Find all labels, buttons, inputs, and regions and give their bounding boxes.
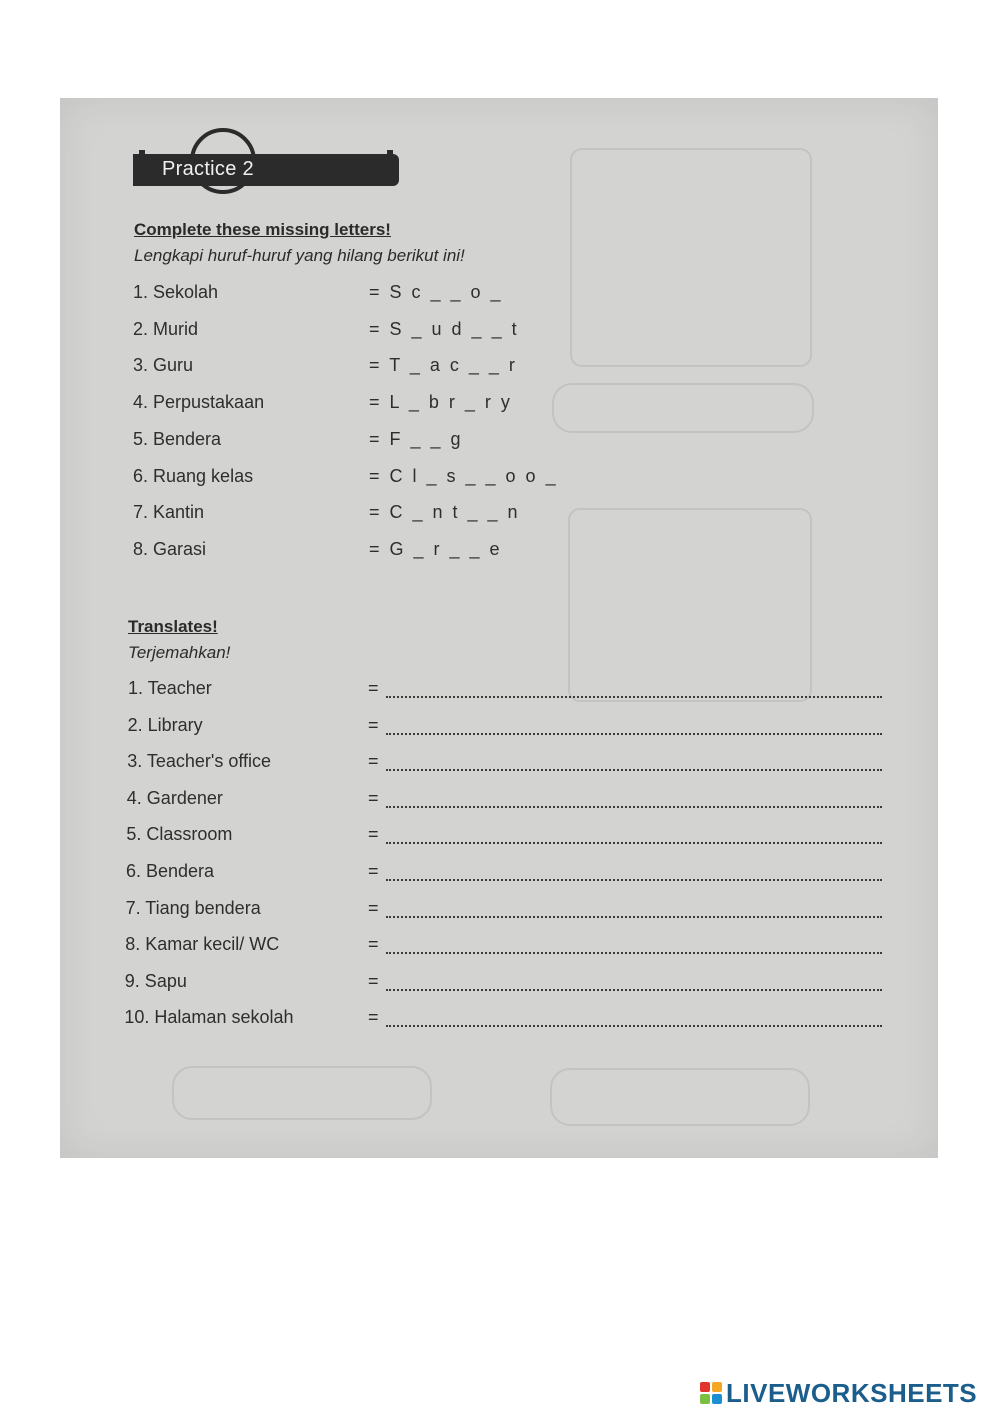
answer-pattern[interactable]: = L _ b r _ r y bbox=[369, 392, 513, 413]
translate-row bbox=[127, 788, 887, 816]
answer-pattern[interactable]: = F _ _ g bbox=[369, 428, 464, 449]
translate-row bbox=[126, 824, 886, 852]
question-word: 4. Gardener bbox=[126, 787, 223, 808]
answer-blank-input[interactable] bbox=[386, 879, 882, 881]
question-word: 5. Classroom bbox=[126, 824, 233, 845]
translate-row bbox=[126, 861, 886, 889]
question-word: 2. Library bbox=[127, 714, 203, 735]
translate-row bbox=[125, 934, 885, 962]
equals-sign: = bbox=[367, 970, 379, 991]
equals-sign: = bbox=[368, 678, 379, 698]
equals-sign: = bbox=[367, 787, 379, 808]
question-word: 9. Sapu bbox=[124, 970, 187, 991]
answer-blank-input[interactable] bbox=[386, 696, 882, 698]
translate-row bbox=[127, 751, 887, 779]
faded-label-box bbox=[172, 1066, 432, 1120]
missing-letters-row bbox=[133, 539, 533, 567]
question-word: 5. Bendera bbox=[133, 428, 222, 449]
missing-letters-row bbox=[133, 282, 533, 310]
answer-blank-input[interactable] bbox=[386, 733, 882, 735]
equals-sign: = bbox=[367, 934, 379, 955]
missing-letters-row bbox=[133, 392, 533, 420]
missing-letters-row bbox=[133, 319, 533, 347]
question-word: 7. Kantin bbox=[133, 502, 205, 523]
question-word: 8. Kamar kecil/ WC bbox=[125, 934, 280, 955]
missing-letters-row bbox=[133, 502, 533, 530]
logo-square bbox=[700, 1382, 710, 1392]
missing-letters-row bbox=[133, 429, 533, 457]
section1-title: Complete these missing letters! bbox=[134, 220, 391, 239]
logo-square bbox=[712, 1394, 722, 1404]
equals-sign: = bbox=[368, 861, 379, 881]
answer-blank-input[interactable] bbox=[386, 806, 882, 808]
question-word: 3. Guru bbox=[133, 355, 194, 376]
brand-name: LIVEWORKSHEETS bbox=[726, 1377, 978, 1408]
answer-blank-input[interactable] bbox=[386, 989, 882, 991]
equals-sign: = bbox=[367, 824, 379, 845]
faded-label-box bbox=[552, 383, 814, 433]
answer-pattern[interactable]: = S c _ _ o _ bbox=[369, 282, 504, 302]
missing-letters-row bbox=[133, 355, 533, 383]
question-word: 10. Halaman sekolah bbox=[124, 1007, 294, 1028]
equals-sign: = bbox=[367, 751, 379, 772]
question-word: 6. Ruang kelas bbox=[133, 465, 254, 486]
faded-picture-frame bbox=[570, 148, 812, 367]
question-word: 4. Perpustakaan bbox=[133, 392, 265, 413]
section1-subtitle: Lengkapi huruf-huruf yang hilang berikut ini! bbox=[134, 246, 465, 265]
question-word: 1. Teacher bbox=[128, 678, 212, 698]
question-word: 8. Garasi bbox=[133, 538, 207, 559]
answer-pattern[interactable]: = G _ r _ _ e bbox=[369, 538, 503, 559]
faded-label-box bbox=[550, 1068, 810, 1126]
translate-row bbox=[128, 715, 888, 743]
logo-square bbox=[700, 1394, 710, 1404]
question-word: 2. Murid bbox=[133, 318, 199, 339]
missing-letters-row bbox=[133, 465, 559, 494]
answer-pattern[interactable]: = T _ a c _ _ r bbox=[369, 355, 518, 376]
equals-sign: = bbox=[367, 1007, 379, 1028]
answer-blank-input[interactable] bbox=[386, 952, 882, 954]
question-word: 6. Bendera bbox=[126, 861, 215, 881]
liveworksheets-brand bbox=[700, 1378, 977, 1408]
logo-square bbox=[712, 1382, 722, 1392]
section2-title: Translates! bbox=[128, 617, 218, 636]
equals-sign: = bbox=[367, 897, 379, 918]
answer-blank-input[interactable] bbox=[386, 916, 882, 918]
section2-subtitle: Terjemahkan! bbox=[128, 643, 231, 662]
faded-picture-frame bbox=[568, 508, 812, 702]
answer-blank-input[interactable] bbox=[386, 1025, 882, 1027]
practice-title: Practice 2 bbox=[162, 158, 254, 180]
answer-blank-input[interactable] bbox=[386, 769, 882, 771]
question-word: 1. Sekolah bbox=[133, 282, 219, 302]
answer-pattern[interactable]: = C _ n t _ _ n bbox=[369, 502, 521, 523]
question-word: 7. Tiang bendera bbox=[125, 897, 261, 918]
translate-row bbox=[124, 1007, 884, 1035]
equals-sign: = bbox=[367, 714, 379, 735]
liveworksheets-logo-icon bbox=[700, 1382, 722, 1404]
answer-pattern[interactable]: = C l _ s _ _ o o _ bbox=[369, 465, 559, 486]
answer-blank-input[interactable] bbox=[386, 842, 882, 844]
translate-row bbox=[128, 678, 888, 706]
answer-pattern[interactable]: = S _ u d _ _ t bbox=[369, 318, 520, 339]
translate-row bbox=[126, 898, 886, 926]
translate-row bbox=[125, 971, 885, 999]
question-word: 3. Teacher's office bbox=[127, 751, 272, 772]
